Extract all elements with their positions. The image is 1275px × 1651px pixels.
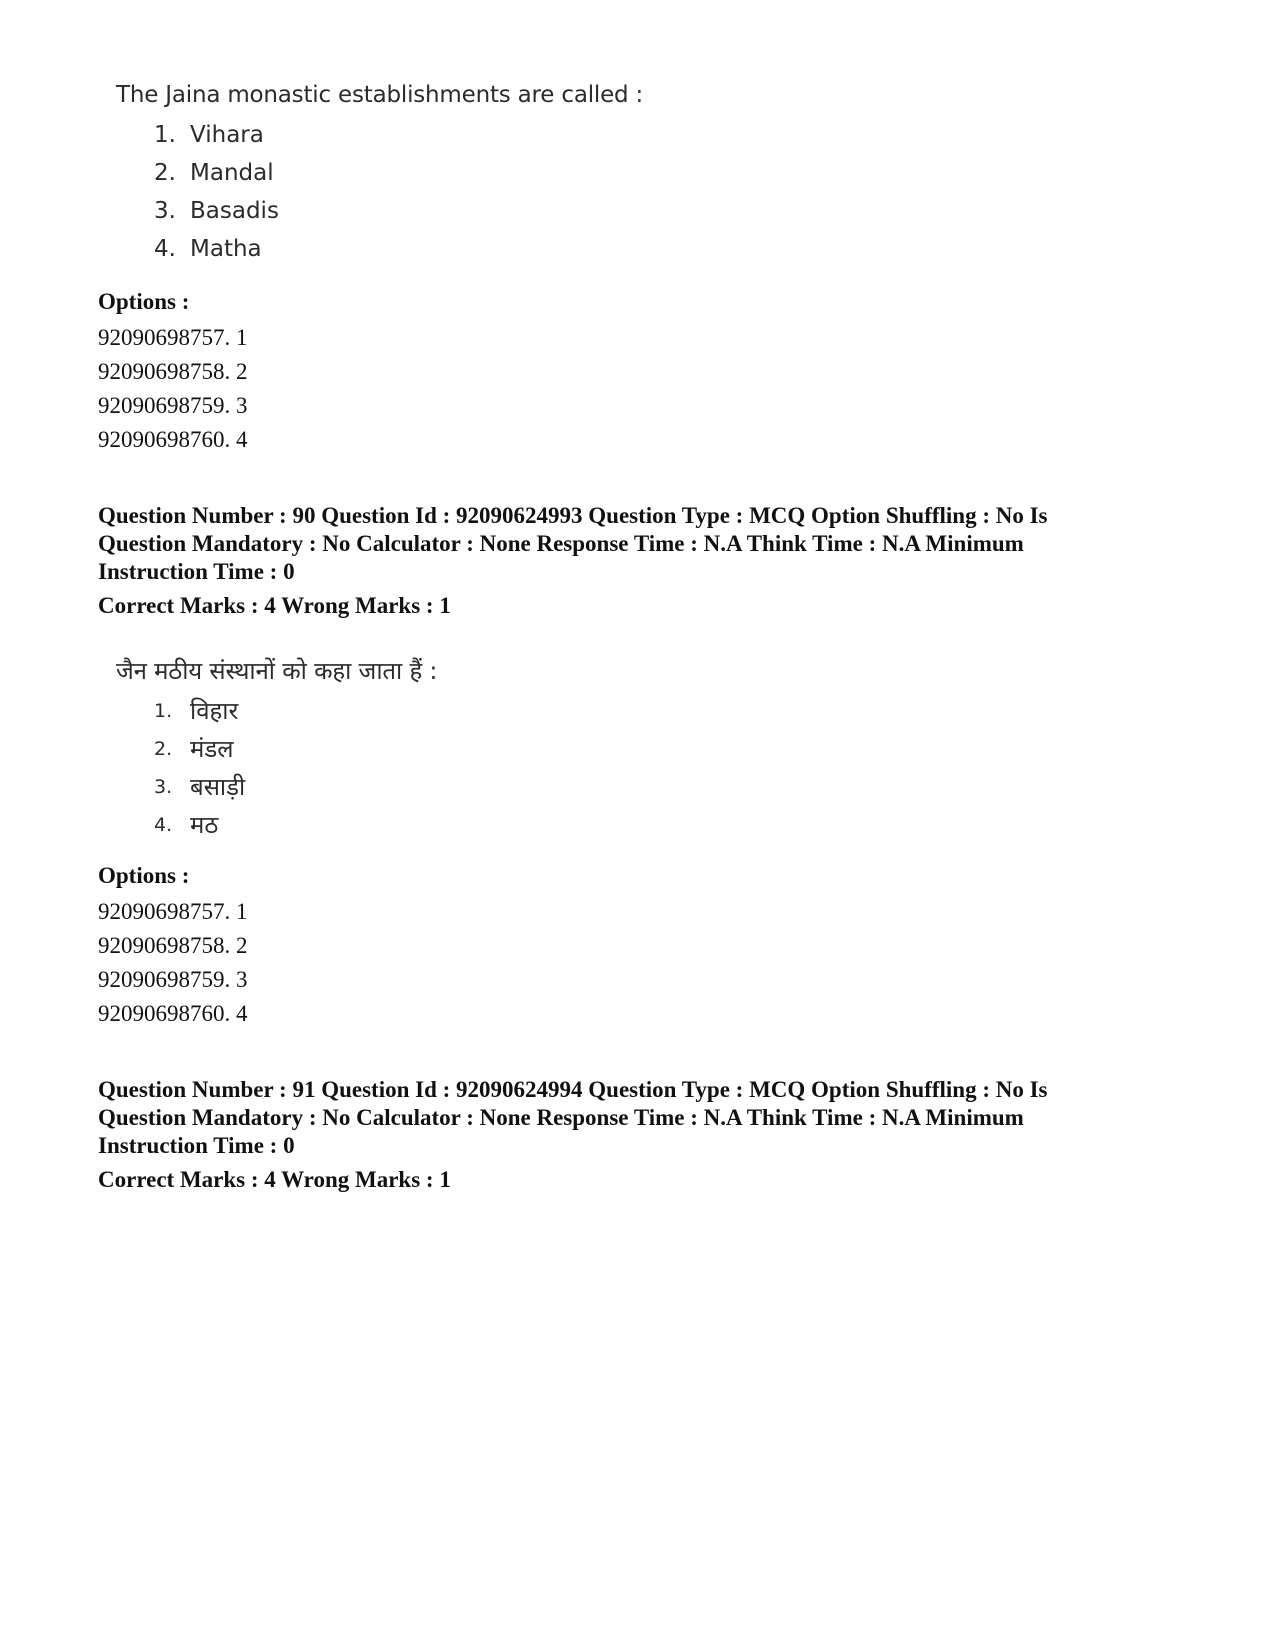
choice-list bbox=[116, 692, 437, 844]
choice-number: 1. bbox=[154, 122, 176, 148]
choice-text: बसाड़ी bbox=[190, 773, 246, 801]
marks-line: Correct Marks : 4 Wrong Marks : 1 bbox=[98, 593, 451, 618]
options-block bbox=[98, 288, 248, 457]
option-row: 92090698757. 1 bbox=[98, 899, 248, 924]
option-row: 92090698758. 2 bbox=[98, 933, 248, 958]
choice-text: Vihara bbox=[190, 122, 264, 148]
question-meta bbox=[98, 502, 1188, 620]
choice-number: 3. bbox=[154, 776, 173, 798]
choice-number: 4. bbox=[154, 814, 173, 836]
question-meta-line: Instruction Time : 0 bbox=[98, 1133, 295, 1158]
choice-item bbox=[154, 116, 643, 154]
choice-number: 1. bbox=[154, 700, 173, 722]
choice-item bbox=[154, 192, 643, 230]
choice-text: विहार bbox=[190, 697, 239, 725]
option-row: 92090698760. 4 bbox=[98, 1001, 248, 1026]
marks-line: Correct Marks : 4 Wrong Marks : 1 bbox=[98, 1167, 451, 1192]
question-meta-line: Question Number : 91 Question Id : 92090624994 Question Type : MCQ Option Shuffling : No Is bbox=[98, 1077, 1048, 1102]
choice-item bbox=[154, 806, 437, 844]
question-meta-line: Question Number : 90 Question Id : 92090624993 Question Type : MCQ Option Shuffling : No Is bbox=[98, 503, 1048, 528]
choice-item bbox=[154, 230, 643, 268]
question-meta bbox=[98, 1076, 1188, 1194]
question-stem: The Jaina monastic establishments are called : bbox=[116, 82, 644, 108]
option-row: 92090698757. 1 bbox=[98, 325, 248, 350]
question-meta-line: Question Mandatory : No Calculator : None Response Time : N.A Think Time : N.A Minimum bbox=[98, 531, 1024, 556]
choice-item bbox=[154, 730, 437, 768]
options-block bbox=[98, 862, 248, 1031]
choice-number: 2. bbox=[154, 738, 173, 760]
question-image-hindi bbox=[116, 656, 437, 844]
choice-item bbox=[154, 692, 437, 730]
choice-text: मंडल bbox=[190, 735, 234, 763]
question-stem: जैन मठीय संस्थानों को कहा जाता हैं : bbox=[116, 657, 438, 685]
question-meta-line: Instruction Time : 0 bbox=[98, 559, 295, 584]
choice-number: 4. bbox=[154, 236, 176, 262]
choice-number: 3. bbox=[154, 198, 176, 224]
option-row: 92090698758. 2 bbox=[98, 359, 248, 384]
choice-text: मठ bbox=[190, 811, 219, 839]
option-row: 92090698760. 4 bbox=[98, 427, 248, 452]
choice-list bbox=[116, 116, 643, 268]
choice-item bbox=[154, 768, 437, 806]
question-image-english bbox=[116, 80, 643, 268]
choice-text: Basadis bbox=[190, 198, 279, 224]
choice-item bbox=[154, 154, 643, 192]
question-meta-line: Question Mandatory : No Calculator : None Response Time : N.A Think Time : N.A Minimum bbox=[98, 1105, 1024, 1130]
options-label: Options : bbox=[98, 863, 190, 888]
choice-text: Matha bbox=[190, 236, 262, 262]
choice-text: Mandal bbox=[190, 160, 274, 186]
options-label: Options : bbox=[98, 289, 190, 314]
option-row: 92090698759. 3 bbox=[98, 393, 248, 418]
choice-number: 2. bbox=[154, 160, 176, 186]
option-row: 92090698759. 3 bbox=[98, 967, 248, 992]
